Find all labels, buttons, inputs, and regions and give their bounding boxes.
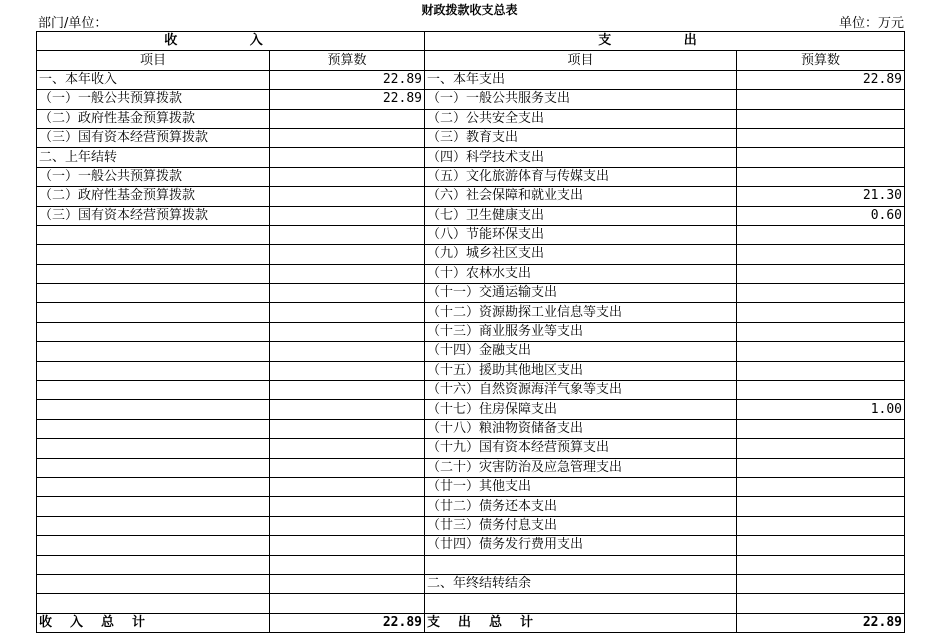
expense-value-cell (737, 381, 905, 400)
expense-item-cell (425, 594, 737, 613)
income-value-cell (270, 381, 425, 400)
income-value-cell (270, 167, 425, 186)
expense-item-cell: （八）节能环保支出 (425, 225, 737, 244)
expense-value-cell (737, 225, 905, 244)
table-row (37, 225, 905, 244)
income-value-cell (270, 536, 425, 555)
expense-budget-header: 预算数 (737, 51, 905, 70)
income-total-value: 22.89 (270, 613, 425, 632)
income-item-cell: 二、上年结转 (37, 148, 270, 167)
table-row (37, 381, 905, 400)
income-value-cell (270, 303, 425, 322)
income-item-cell (37, 342, 270, 361)
income-item-cell (37, 225, 270, 244)
income-value-cell (270, 594, 425, 613)
expense-item-cell: （二十）灾害防治及应急管理支出 (425, 458, 737, 477)
table-row (37, 555, 905, 574)
income-value-cell (270, 225, 425, 244)
expense-item-cell: （十五）援助其他地区支出 (425, 361, 737, 380)
table-row (37, 245, 905, 264)
table-row (37, 167, 905, 186)
expense-item-cell: （六）社会保障和就业支出 (425, 187, 737, 206)
expense-value-cell: 1.00 (737, 400, 905, 419)
income-item-cell: 一、本年收入 (37, 70, 270, 89)
table-row (37, 458, 905, 477)
expense-item-cell: （九）城乡社区支出 (425, 245, 737, 264)
income-value-cell (270, 322, 425, 341)
expense-value-cell (737, 167, 905, 186)
income-value-cell (270, 574, 425, 593)
expense-value-cell (737, 536, 905, 555)
table-row (37, 187, 905, 206)
income-item-cell (37, 439, 270, 458)
income-value-cell (270, 419, 425, 438)
income-item-cell: （一）一般公共预算拨款 (37, 90, 270, 109)
expense-value-cell: 21.30 (737, 187, 905, 206)
expense-value-cell (737, 574, 905, 593)
table-row (37, 419, 905, 438)
income-value-cell: 22.89 (270, 90, 425, 109)
expense-value-cell (737, 303, 905, 322)
expense-item-cell: （廿一）其他支出 (425, 477, 737, 496)
expense-item-header: 项目 (425, 51, 737, 70)
expense-header: 支 出 (425, 32, 905, 51)
table-row (37, 516, 905, 535)
income-item-cell (37, 516, 270, 535)
expense-value-cell (737, 109, 905, 128)
table-row (37, 439, 905, 458)
income-value-cell (270, 400, 425, 419)
expense-value-cell (737, 322, 905, 341)
table-row (37, 128, 905, 147)
expense-item-cell: （廿四）债务发行费用支出 (425, 536, 737, 555)
expense-value-cell (737, 361, 905, 380)
income-item-cell (37, 555, 270, 574)
expense-item-cell: 二、年终结转结余 (425, 574, 737, 593)
income-item-cell (37, 284, 270, 303)
table-row (37, 148, 905, 167)
expense-value-cell (737, 245, 905, 264)
income-item-cell: （三）国有资本经营预算拨款 (37, 128, 270, 147)
expense-value-cell (737, 555, 905, 574)
income-budget-header: 预算数 (270, 51, 425, 70)
expense-item-cell: （十四）金融支出 (425, 342, 737, 361)
expense-item-cell: （廿二）债务还本支出 (425, 497, 737, 516)
income-item-cell (37, 245, 270, 264)
expense-value-cell (737, 458, 905, 477)
expense-value-cell (737, 90, 905, 109)
expense-value-cell: 22.89 (737, 70, 905, 89)
expense-item-cell: （一）一般公共服务支出 (425, 90, 737, 109)
expense-value-cell (737, 594, 905, 613)
income-item-cell (37, 594, 270, 613)
income-value-cell (270, 187, 425, 206)
expense-item-cell: （十六）自然资源海洋气象等支出 (425, 381, 737, 400)
expense-value-cell (737, 439, 905, 458)
unit-label: 单位：万元 (838, 16, 904, 31)
table-row (37, 284, 905, 303)
income-value-cell: 22.89 (270, 70, 425, 89)
income-item-cell (37, 264, 270, 283)
table-row (37, 497, 905, 516)
income-item-cell (37, 303, 270, 322)
income-item-cell (37, 361, 270, 380)
expense-value-cell (737, 148, 905, 167)
table-row (37, 574, 905, 593)
table-row (37, 264, 905, 283)
expense-item-cell: （十九）国有资本经营预算支出 (425, 439, 737, 458)
expense-item-cell: （十二）资源勘探工业信息等支出 (425, 303, 737, 322)
budget-table (36, 31, 905, 633)
income-item-cell (37, 400, 270, 419)
table-row (37, 109, 905, 128)
income-value-cell (270, 458, 425, 477)
income-value-cell (270, 439, 425, 458)
table-body (37, 32, 905, 633)
table-row (37, 206, 905, 225)
income-item-cell (37, 419, 270, 438)
table-row (37, 400, 905, 419)
table-row (37, 70, 905, 89)
expense-total-label: 支出总计 (425, 613, 737, 632)
dept-label: 部门/单位： (38, 16, 108, 31)
table-row (37, 342, 905, 361)
expense-value-cell (737, 284, 905, 303)
expense-item-cell: （四）科学技术支出 (425, 148, 737, 167)
income-item-cell: （二）政府性基金预算拨款 (37, 109, 270, 128)
income-item-cell (37, 322, 270, 341)
table-row (37, 594, 905, 613)
column-header-row (37, 51, 905, 70)
income-value-cell (270, 206, 425, 225)
expense-value-cell (737, 264, 905, 283)
expense-value-cell: 0.60 (737, 206, 905, 225)
expense-total-value: 22.89 (737, 613, 905, 632)
income-item-cell (37, 381, 270, 400)
income-header: 收 入 (37, 32, 425, 51)
income-value-cell (270, 264, 425, 283)
expense-value-cell (737, 477, 905, 496)
expense-value-cell (737, 419, 905, 438)
table-row (37, 536, 905, 555)
expense-item-cell: 一、本年支出 (425, 70, 737, 89)
report-title: 财政拨款收支总表 (421, 3, 518, 17)
expense-value-cell (737, 516, 905, 535)
expense-item-cell: （二）公共安全支出 (425, 109, 737, 128)
section-header-row (37, 32, 905, 51)
income-value-cell (270, 128, 425, 147)
income-item-cell (37, 497, 270, 516)
table-row (37, 90, 905, 109)
income-value-cell (270, 555, 425, 574)
expense-item-cell: （十一）交通运输支出 (425, 284, 737, 303)
income-item-cell: （一）一般公共预算拨款 (37, 167, 270, 186)
income-value-cell (270, 516, 425, 535)
income-value-cell (270, 245, 425, 264)
expense-item-cell (425, 555, 737, 574)
expense-item-cell: （三）教育支出 (425, 128, 737, 147)
income-value-cell (270, 109, 425, 128)
income-value-cell (270, 361, 425, 380)
expense-item-cell: （五）文化旅游体育与传媒支出 (425, 167, 737, 186)
income-item-cell (37, 574, 270, 593)
income-value-cell (270, 477, 425, 496)
table-row (37, 303, 905, 322)
table-row (37, 361, 905, 380)
income-item-cell (37, 477, 270, 496)
expense-item-cell: （十三）商业服务业等支出 (425, 322, 737, 341)
expense-value-cell (737, 497, 905, 516)
expense-value-cell (737, 342, 905, 361)
expense-item-cell: （十八）粮油物资储备支出 (425, 419, 737, 438)
expense-item-cell: （七）卫生健康支出 (425, 206, 737, 225)
income-value-cell (270, 284, 425, 303)
expense-item-cell: （廿三）债务付息支出 (425, 516, 737, 535)
income-item-header: 项目 (37, 51, 270, 70)
income-item-cell: （二）政府性基金预算拨款 (37, 187, 270, 206)
expense-item-cell: （十）农林水支出 (425, 264, 737, 283)
income-item-cell (37, 458, 270, 477)
expense-value-cell (737, 128, 905, 147)
income-item-cell: （三）国有资本经营预算拨款 (37, 206, 270, 225)
income-value-cell (270, 497, 425, 516)
income-total-label: 收入总计 (37, 613, 270, 632)
totals-row (37, 613, 905, 632)
income-value-cell (270, 342, 425, 361)
table-row (37, 322, 905, 341)
income-value-cell (270, 148, 425, 167)
income-item-cell (37, 536, 270, 555)
expense-item-cell: （十七）住房保障支出 (425, 400, 737, 419)
table-row (37, 477, 905, 496)
